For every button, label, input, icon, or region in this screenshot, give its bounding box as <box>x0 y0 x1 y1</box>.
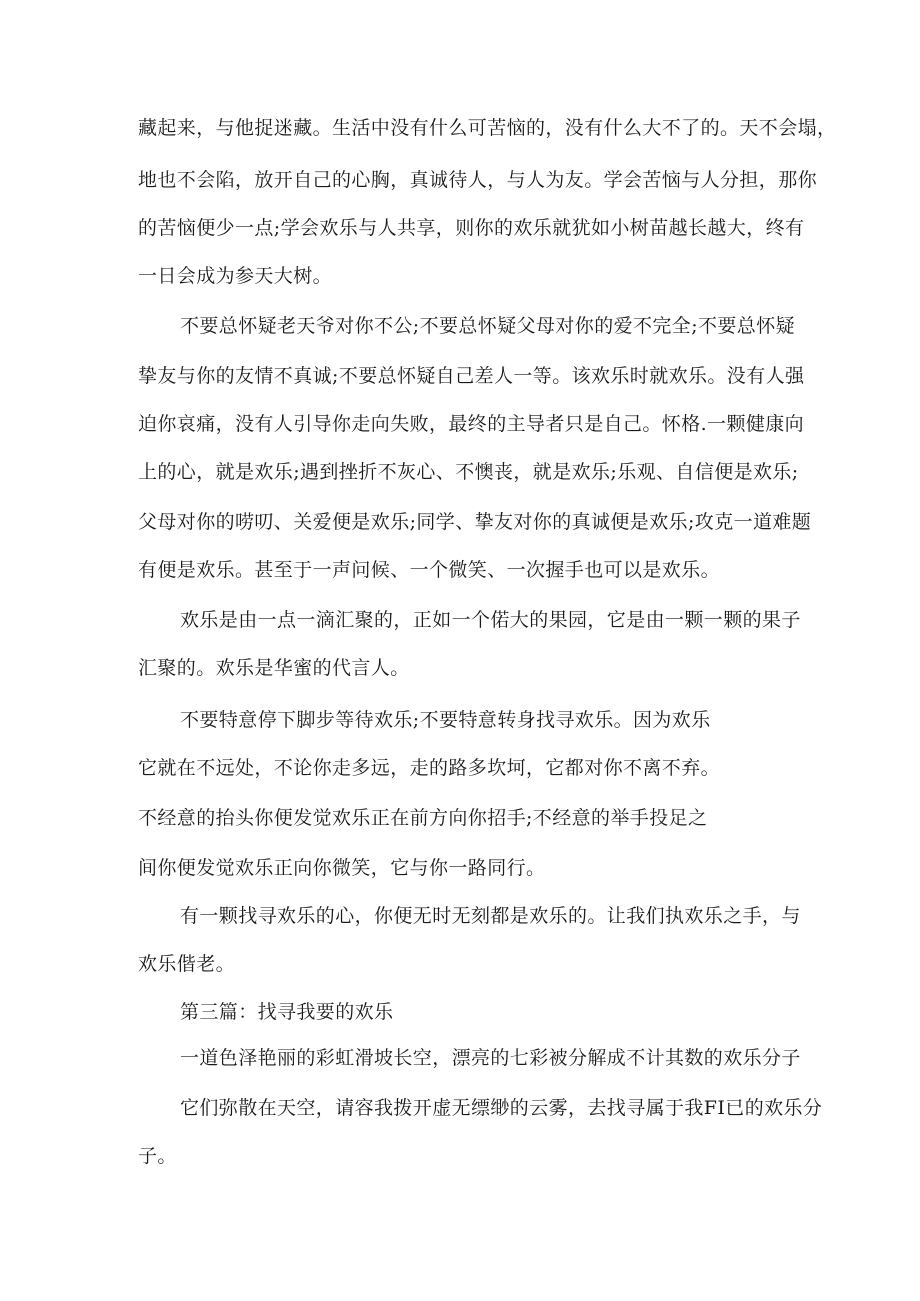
text-line: 上的心，就是欢乐;遇到挫折不灰心、不懊丧，就是欢乐;乐观、自信便是欢乐; <box>138 461 799 483</box>
text-line: 有一颗找寻欢乐的心，你便无时无刻都是欢乐的。让我们执欢乐之手，与 <box>180 905 801 927</box>
text-line: 子。 <box>138 1145 177 1167</box>
text-line: 藏起来，与他捉迷藏。生活中没有什么可苦恼的，没有什么大不了的。天不会塌， <box>138 117 837 139</box>
text-line: 的苦恼便少一点;学会欢乐与人共享，则你的欢乐就犹如小树苗越长越大，终有 <box>138 217 805 239</box>
text-line: 地也不会陷，放开自己的心胸，真诚待人，与人为友。学会苦恼与人分担，那你 <box>138 169 818 191</box>
text-line: 不要总怀疑老天爷对你不公;不要总怀疑父母对你的爱不完全;不要总怀疑 <box>180 315 796 337</box>
text-line: 一道色泽艳丽的彩虹滑坡长空，漂亮的七彩被分解成不计其数的欢乐分子 <box>180 1047 801 1069</box>
text-line: 一日会成为参天大树。 <box>138 265 333 287</box>
text-line: 有便是欢乐。甚至于一声问候、一个微笑、一次握手也可以是欢乐。 <box>138 559 721 581</box>
text-line: 欢乐偕老。 <box>138 953 236 975</box>
text-line: 不经意的抬头你便发觉欢乐正在前方向你招手;不经意的举手投足之 <box>138 807 708 829</box>
text-line: 它们弥散在天空，请容我拨开虚无缥缈的云雾，去找寻属于我FI已的欢乐分 <box>180 1097 823 1119</box>
text-line: 不要特意停下脚步等待欢乐;不要特意转身找寻欢乐。因为欢乐 <box>180 709 711 731</box>
text-line: 欢乐是由一点一滴汇聚的，正如一个偌大的果园，它是由一颗一颗的果子 <box>180 609 801 631</box>
text-line: 迫你哀痛，没有人引导你走向失败，最终的主导者只是自己。怀格.一颗健康向 <box>138 413 805 435</box>
text-line: 汇聚的。欢乐是华蜜的代言人。 <box>138 657 410 679</box>
text-line: 挚友与你的友情不真诚;不要总怀疑自己差人一等。该欢乐时就欢乐。没有人强 <box>138 365 805 387</box>
text-line: 父母对你的唠叨、关爱便是欢乐;同学、挚友对你的真诚便是欢乐;攻克一道难题 <box>138 511 812 533</box>
text-line: 它就在不远处，不论你走多远，走的路多坎坷，它都对你不离不弃。 <box>138 757 721 779</box>
text-line: 间你便发觉欢乐正向你微笑，它与你一路同行。 <box>138 857 546 879</box>
section-heading: 第三篇：找寻我要的欢乐 <box>180 1001 394 1023</box>
